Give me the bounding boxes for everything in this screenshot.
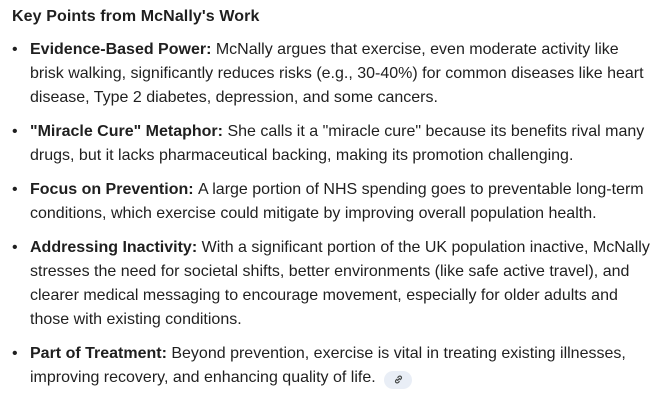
point-title: Part of Treatment: [30,345,172,362]
bullet: • [12,41,18,58]
section-heading: Key Points from McNally's Work [12,8,260,25]
point-title: Focus on Prevention: [30,181,199,198]
point-title: "Miracle Cure" Metaphor: [30,123,228,140]
list-item [12,120,652,168]
bullet: • [12,181,18,198]
point-text: With a significant portion of the UK population inactive, McNally stresses the need for societal shifts, better environments (like safe active travel), and clearer medical messaging to encourage movement, especially for older adults and those with existing conditions. [30,239,650,328]
list-item [12,342,652,390]
source-link-button[interactable] [384,371,412,389]
point-text: A large portion of NHS spending goes to preventable long-term conditions, which exercise could mitigate by improving overall population health. [30,181,644,222]
point-text: McNally argues that exercise, even moderate activity like brisk walking, significantly reduces risks (e.g., 30-40%) for common diseases like heart disease, Type 2 diabetes, depression, and some cancers. [30,41,644,106]
bullet: • [12,345,18,362]
bullet: • [12,239,18,256]
point-title: Addressing Inactivity: [30,239,202,256]
point-title: Evidence-Based Power: [30,41,216,58]
key-points-list [12,38,654,390]
list-item [12,236,652,332]
list-item [12,38,652,110]
point-text: She calls it a "miracle cure" because its benefits rival many drugs, but it lacks pharmaceutical backing, making its promotion challenging. [30,123,645,164]
link-icon [393,374,404,385]
point-text: Beyond prevention, exercise is vital in treating existing illnesses, improving recovery, and enhancing quality of life. [30,345,626,386]
list-item [12,178,652,226]
bullet: • [12,123,18,140]
